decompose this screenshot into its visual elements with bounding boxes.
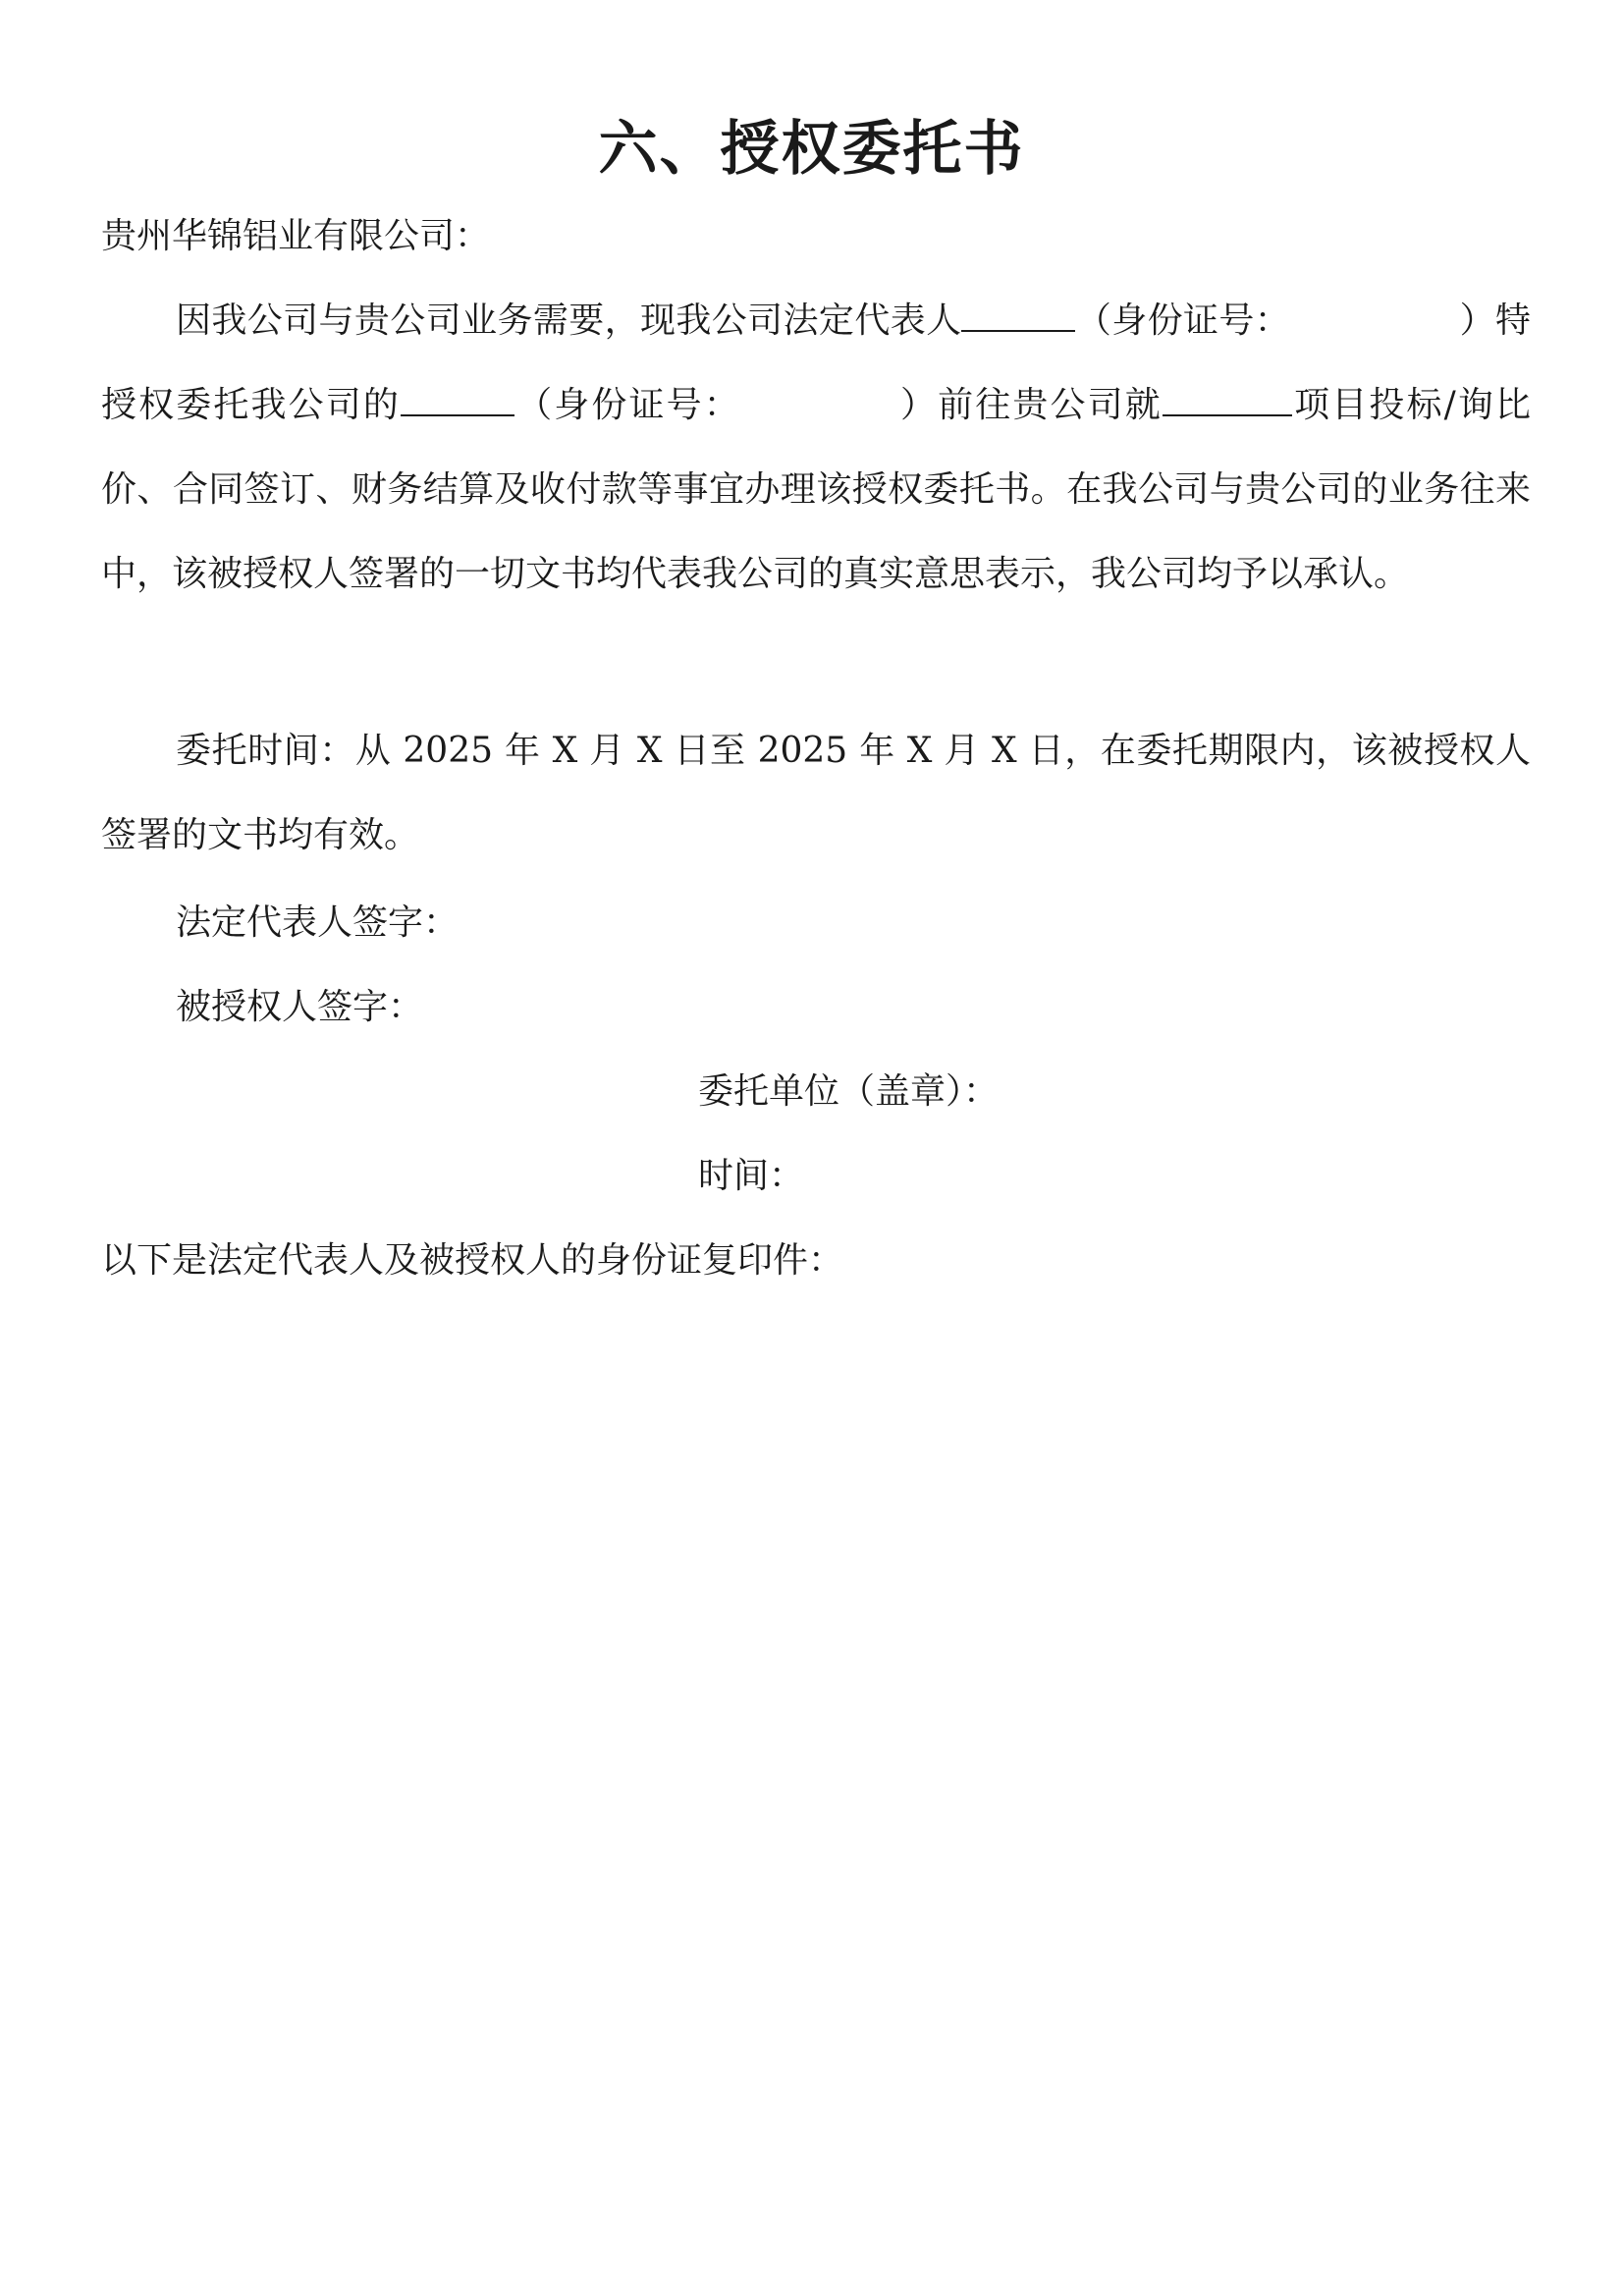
legal-rep-signature-label: 法定代表人签字： xyxy=(176,902,460,943)
authorized-person-name-blank xyxy=(401,385,514,416)
para1-segment: ）前往贵公司就 xyxy=(897,385,1163,425)
para1-segment: （身份证号： xyxy=(1075,301,1291,341)
authorization-paragraph xyxy=(101,279,1531,617)
para1-segment: 项目投标/询比价、合同签订、财务结算及收付款等事宜办理该授权委托书。在我公司与贵公司的业务往来中，该被授权人签署的一切文书均代表我公司的真实意思表示，我公司均予以承认。 xyxy=(101,385,1531,594)
entrust-period-paragraph: 委托时间：从 2025 年 X 月 X 日至 2025 年 X 月 X 日，在委托期限内，该被授权人签署的文书均有效。 xyxy=(101,731,1531,855)
entrusting-unit-seal-label: 委托单位（盖章）： xyxy=(698,1071,1000,1112)
id-copy-note: 以下是法定代表人及被授权人的身份证复印件： xyxy=(101,1240,844,1281)
para1-segment: 因我公司与贵公司业务需要，现我公司法定代表人 xyxy=(176,301,962,341)
time-label: 时间： xyxy=(698,1156,805,1196)
project-name-blank xyxy=(1163,385,1292,416)
para1-segment: 特授权委托我公司的 xyxy=(101,301,1531,425)
para1-segment: ） xyxy=(1459,301,1495,341)
legal-rep-name-blank xyxy=(961,301,1075,332)
authorized-person-signature-label: 被授权人签字： xyxy=(176,987,424,1027)
para1-segment: （身份证号： xyxy=(514,385,741,425)
addressee: 贵州华锦铝业有限公司： xyxy=(101,216,491,256)
document-title: 六、授权委托书 xyxy=(598,115,1025,184)
